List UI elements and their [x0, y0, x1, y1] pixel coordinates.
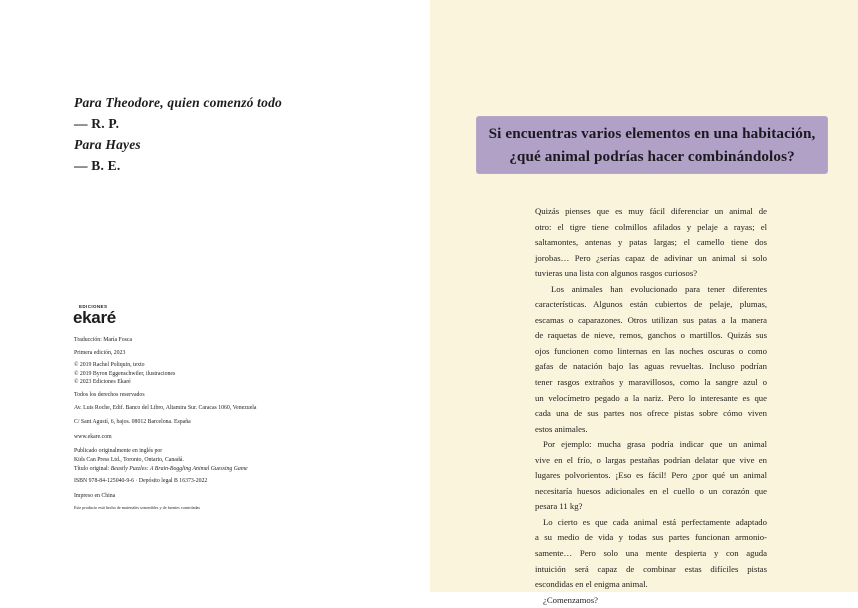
paragraph-line: jorobas… Pero ¿serías capaz de adivinar un animal si solo: [535, 252, 767, 263]
paragraph-line: gafas de natación bajo las aguas revueltas. Incluso podrían: [535, 361, 767, 372]
paragraph-line: Lo cierto es que cada animal está perfectamente adaptado: [543, 516, 767, 527]
banner-line-1: Si encuentras varios elementos en una habitación,: [488, 125, 816, 142]
credit-original-publisher: Kids Can Press Ltd., Toronto, Ontario, Canadá.: [74, 456, 184, 463]
paragraph-line: saltamontes, antenas y patas largas; el camello tiene dos: [535, 237, 767, 248]
paragraph-line: necesitaría huesos adicionales en el cuello o un corazón que: [535, 485, 767, 496]
paragraph-line: cada una de sus partes nos ofrece pistas sobre cómo viven: [535, 408, 767, 419]
paragraph-line: samente… Pero solo una mente despierta y con aguda: [535, 548, 767, 559]
paragraph-line: características. Algunos están cubiertos de pelaje, plumas,: [535, 299, 767, 310]
paragraph-line: Los animales han evolucionado para tener diferentes: [551, 283, 767, 294]
credit-original-title: Beastly Puzzles: A Brain-Boggling Animal Guessing Game: [110, 465, 248, 472]
paragraph-line: ¿Comenzamos?: [543, 594, 599, 605]
paragraph-3: [535, 437, 767, 515]
paragraph-line: Quizás pienses que es muy fácil diferenciar un animal de: [535, 206, 767, 216]
paragraph-line: lugares polvorientos. ¡Eso es fácil! Pero ¿por qué un animal: [535, 470, 767, 481]
left-page: [0, 0, 430, 592]
credit-edition: Primera edición, 2023: [74, 349, 126, 356]
paragraph-2: [535, 282, 767, 437]
credit-rights: Todos los derechos reservados: [74, 391, 145, 398]
credit-isbn: ISBN 978-84-125040-9-6 · Depósito legal B 16373-2022: [74, 478, 208, 485]
credit-original-title-line: [74, 465, 374, 474]
paragraph-line: otro: el tigre tiene colmillos afilados y pelaje a rayas; el: [535, 221, 767, 232]
paragraph-line: escondidas en el enigma animal.: [535, 579, 648, 590]
credit-translation: Traducción: María Fosca: [74, 337, 133, 343]
credit-published-label: Publicado originalmente en inglés por: [74, 448, 163, 455]
paragraph-line: un velocímetro pegado a la nariz. Pero lo interesante es que: [535, 392, 767, 403]
credit-website: www.ekare.com: [74, 433, 112, 440]
dedication-line-2: — R. P.: [74, 116, 120, 131]
logo-small-text: EDICIONES: [79, 304, 108, 309]
copyright-credits: [74, 336, 374, 513]
paragraph-line: Por ejemplo: mucha grasa podría indicar que un animal: [543, 439, 767, 450]
paragraph-line: pesara 11 kg?: [535, 501, 583, 512]
paragraph-4: [535, 515, 767, 593]
dedication: [74, 92, 282, 176]
credit-address-caracas: Av. Luis Roche, Edif. Banco del Libro, Altamira Sur. Caracas 1060, Venezuela: [74, 404, 257, 411]
paragraph-line: intuición será capaz de combinar estas difíciles pistas: [535, 563, 767, 574]
dedication-line-1: Para Theodore, quien comenzó todo: [74, 95, 282, 110]
paragraph-line: vive en el frío, o largas pestañas podrían delatar que vive en: [535, 454, 767, 465]
publisher-logo: [73, 304, 133, 330]
paragraph-1: [535, 204, 767, 282]
credit-copyright-publisher: © 2023 Ediciones Ekaré: [74, 379, 131, 386]
intro-body-text: [535, 204, 767, 608]
paragraph-5: [535, 593, 767, 608]
credit-copyright-text: © 2019 Rachel Poliquin, texto: [74, 362, 145, 369]
credit-original-title-label: Título original:: [74, 465, 110, 472]
dedication-line-3: Para Hayes: [74, 137, 141, 152]
paragraph-line: ojos funcionen como linternas en las noches oscuras o como: [535, 345, 767, 356]
credit-address-barcelona: C/ Sant Agustí, 6, bajos. 08012 Barcelona. España: [74, 419, 191, 426]
credit-copyright-illustrations: © 2019 Byron Eggenschwiler, ilustraciones: [74, 370, 176, 377]
banner-line-2: ¿qué animal podrías hacer combinándolos?: [509, 148, 795, 165]
logo-big-text: ekaré: [73, 308, 116, 327]
paragraph-line: de raquetas de nieve, remos, ganchos o martillos. Quizás sus: [535, 330, 767, 341]
title-banner-text: [477, 122, 827, 168]
paragraph-line: a su medio de vida y todas sus partes funcionan armonio-: [535, 532, 767, 543]
paragraph-line: escamas o caparazones. Otros utilizan sus patas a la manera: [535, 314, 767, 325]
dedication-line-4: — B. E.: [74, 158, 121, 173]
paragraph-line: estos animales.: [535, 423, 588, 434]
paragraph-line: tener rasgos extraños y maravillosos, como la sangre azul o: [535, 377, 767, 388]
credit-printed: Impreso en China: [74, 492, 116, 499]
credit-paper-notice: Este producto está hecho de materiales sostenibles y de fuentes controladas: [74, 505, 201, 511]
paragraph-line: tuvieras una lista con algunos rasgos curiosos?: [535, 268, 698, 279]
